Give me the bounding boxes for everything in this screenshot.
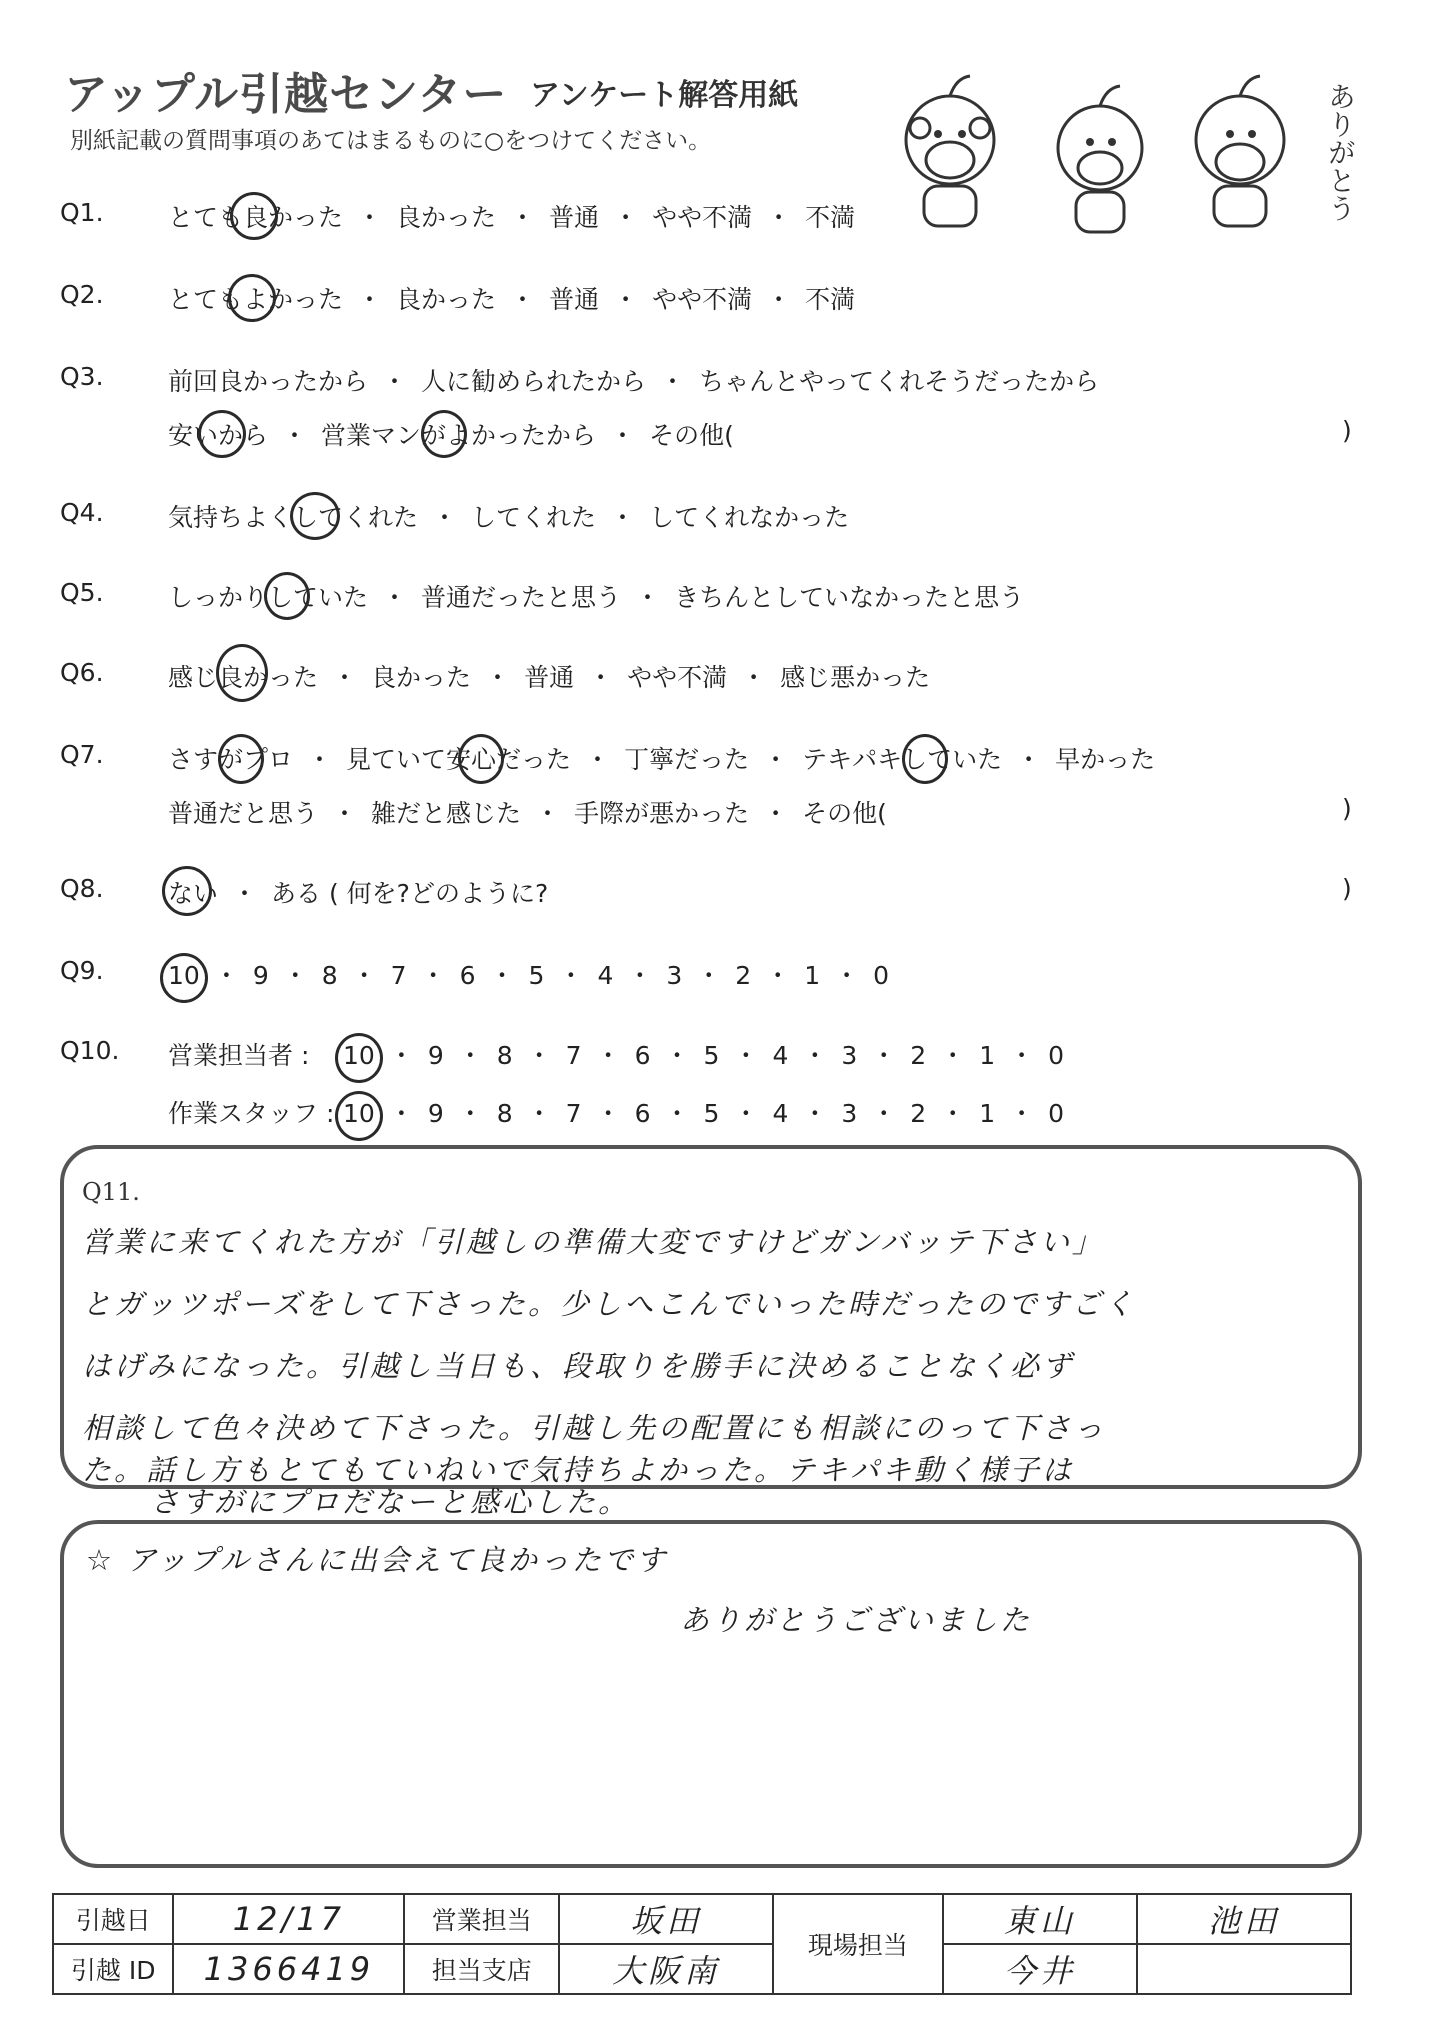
option[interactable]: してくれた	[471, 503, 597, 532]
scale-separator: ・	[664, 1099, 690, 1128]
rating-scale	[343, 1041, 1064, 1070]
site-staff-2: 池田	[1137, 1894, 1351, 1944]
option[interactable]: 普通だと思う	[168, 799, 319, 828]
scale-separator: ・	[213, 961, 239, 990]
rating-option[interactable]: 8	[321, 961, 338, 990]
scale-separator: ・	[940, 1099, 966, 1128]
option[interactable]: 手際が悪かった	[574, 799, 750, 828]
option[interactable]: 普通だったと思う	[421, 583, 622, 612]
option-selected[interactable]: しっかりしていた	[168, 578, 368, 614]
site-label: 現場担当	[773, 1894, 943, 1994]
rating-option[interactable]: 1	[804, 961, 821, 990]
close-paren: )	[1342, 874, 1352, 903]
scale-separator: ・	[457, 1099, 483, 1128]
close-paren: )	[1342, 416, 1352, 445]
option[interactable]: 人に勧められたから	[421, 367, 647, 396]
question-number: Q8.	[60, 874, 104, 903]
option[interactable]: 良かった	[371, 663, 472, 692]
selection-circle	[335, 1033, 383, 1083]
option[interactable]: 普通	[549, 203, 600, 232]
rating-option-selected[interactable]: 10	[343, 1099, 375, 1128]
scale-separator: ・	[595, 1099, 621, 1128]
question-number: Q10.	[60, 1036, 120, 1065]
option[interactable]: 丁寧だった	[624, 745, 750, 774]
option[interactable]: やや不満	[652, 285, 753, 314]
scale-separator: ・	[388, 1099, 414, 1128]
move-id-value: 1366419	[173, 1944, 404, 1994]
option-selected[interactable]: 安いから	[168, 416, 268, 452]
rating-option[interactable]: 6	[459, 961, 476, 990]
instructions: 別紙記載の質問事項のあてはまるものに○をつけてください。	[70, 128, 712, 154]
option[interactable]: 普通	[524, 663, 575, 692]
option-selected[interactable]: 感じ良かった	[168, 658, 318, 694]
selection-circle	[335, 1091, 383, 1141]
scale-separator: ・	[489, 961, 515, 990]
handwritten-line: た。話し方もとてもていねいで気持ちよかった。テキパキ動く様子は	[82, 1453, 1075, 1487]
rating-option[interactable]: 8	[496, 1041, 513, 1070]
option-selected[interactable]: ない	[168, 874, 218, 910]
scale-separator: ・	[457, 1041, 483, 1070]
option[interactable]: 感じ悪かった	[780, 663, 931, 692]
rating-option-selected[interactable]: 10	[343, 1041, 375, 1070]
option[interactable]: 普通	[549, 285, 600, 314]
option[interactable]: 雑だと感じた	[371, 799, 522, 828]
question-number: Q6.	[60, 658, 104, 687]
branch-value: 大阪南	[559, 1944, 773, 1994]
handwritten-comment: ☆ アップルさんに出会えて良かったです	[86, 1543, 669, 1577]
rating-option[interactable]: 5	[703, 1041, 720, 1070]
rating-option[interactable]: 4	[772, 1099, 789, 1128]
scale-separator: ・	[420, 961, 446, 990]
scale-separator: ・	[733, 1099, 759, 1128]
scale-separator: ・	[526, 1099, 552, 1128]
rating-option[interactable]: 0	[1048, 1099, 1065, 1128]
option-selected[interactable]: さすがプロ	[168, 740, 293, 776]
rating-option[interactable]: 1	[979, 1099, 996, 1128]
scale-separator: ・	[871, 1099, 897, 1128]
rating-label-staff: 作業スタッフ :	[168, 1099, 335, 1128]
option-selected[interactable]: とても良かった	[168, 198, 343, 234]
handwritten-line: 営業に来てくれた方が「引越しの準備大変ですけどガンバッテ下さい」	[82, 1225, 1104, 1259]
sales-value: 坂田	[559, 1894, 773, 1944]
scale-separator: ・	[696, 961, 722, 990]
rating-option[interactable]: 6	[634, 1099, 651, 1128]
rating-option[interactable]: 2	[910, 1041, 927, 1070]
rating-option[interactable]: 3	[841, 1099, 858, 1128]
rating-option[interactable]: 5	[528, 961, 545, 990]
rating-option[interactable]: 7	[565, 1041, 582, 1070]
option-selected[interactable]: テキパキしていた	[802, 740, 1002, 776]
rating-option[interactable]: 5	[703, 1099, 720, 1128]
scale-separator: ・	[802, 1099, 828, 1128]
scale-separator: ・	[282, 961, 308, 990]
footer-info-table	[52, 1893, 1352, 1995]
question-number: Q7.	[60, 740, 104, 769]
scale-separator: ・	[871, 1041, 897, 1070]
rating-option[interactable]: 2	[735, 961, 752, 990]
rating-option-selected[interactable]: 10	[168, 961, 200, 990]
option[interactable]: やや不満	[627, 663, 728, 692]
rating-option[interactable]: 4	[597, 961, 614, 990]
handwritten-line: はげみになった。引越し当日も、段取りを勝手に決めることなく必ず	[82, 1349, 1075, 1383]
handwritten-line: とガッツポーズをして下さった。少しへこんでいった時だったのですごく	[82, 1287, 1136, 1321]
option[interactable]: やや不満	[652, 203, 753, 232]
option[interactable]: 不満	[805, 203, 856, 232]
option[interactable]: きちんとしていなかったと思う	[674, 583, 1025, 612]
scale-separator: ・	[1009, 1099, 1035, 1128]
close-paren: )	[1342, 794, 1352, 823]
rating-label-sales: 営業担当者 :	[168, 1041, 310, 1070]
scale-separator: ・	[627, 961, 653, 990]
scale-separator: ・	[595, 1041, 621, 1070]
rating-scale	[343, 1099, 1064, 1128]
rating-option[interactable]: 2	[910, 1099, 927, 1128]
q11-label: Q11.	[82, 1178, 140, 1206]
move-id-label: 引越 ID	[53, 1944, 173, 1994]
rating-option[interactable]: 6	[634, 1041, 651, 1070]
option-selected[interactable]: 見ていて安心だった	[346, 740, 571, 776]
scale-separator: ・	[388, 1041, 414, 1070]
site-staff-1: 東山	[943, 1894, 1137, 1944]
mascot-thanks-text: ありがとう	[1324, 82, 1357, 222]
scale-separator: ・	[526, 1041, 552, 1070]
scale-separator: ・	[765, 961, 791, 990]
rating-option[interactable]: 0	[873, 961, 890, 990]
monkey-mascots-illustration	[880, 68, 1320, 238]
question-number: Q2.	[60, 280, 104, 309]
site-staff-3: 今井	[943, 1944, 1137, 1994]
scale-separator: ・	[802, 1041, 828, 1070]
option[interactable]: 良かった	[396, 203, 497, 232]
question-number: Q1.	[60, 198, 104, 227]
company-title: アップル引越センター	[64, 69, 508, 120]
rating-option[interactable]: 1	[979, 1041, 996, 1070]
question-number: Q3.	[60, 362, 104, 391]
question-number: Q5.	[60, 578, 104, 607]
option-selected[interactable]: 気持ちよくしてくれた	[168, 498, 418, 534]
option[interactable]: してくれなかった	[649, 503, 850, 532]
rating-scale	[168, 956, 889, 992]
rating-option[interactable]: 3	[666, 961, 683, 990]
rating-option[interactable]: 9	[252, 961, 269, 990]
question-number: Q4.	[60, 498, 104, 527]
rating-option[interactable]: 8	[496, 1099, 513, 1128]
selection-circle	[160, 953, 208, 1003]
form-subtitle: アンケート解答用紙	[530, 78, 799, 113]
rating-option[interactable]: 7	[390, 961, 407, 990]
handwritten-line: さすがにプロだなーと感心した。	[150, 1485, 631, 1519]
scale-separator: ・	[351, 961, 377, 990]
branch-label: 担当支店	[404, 1944, 559, 1994]
question-number: Q9.	[60, 956, 104, 985]
scale-separator: ・	[664, 1041, 690, 1070]
option-selected[interactable]: とてもよかった	[168, 280, 343, 316]
scale-separator: ・	[558, 961, 584, 990]
move-date-label: 引越日	[53, 1894, 173, 1944]
option-selected[interactable]: 営業マンがよかったから	[321, 416, 596, 452]
option[interactable]: 良かった	[396, 285, 497, 314]
scale-separator: ・	[834, 961, 860, 990]
option-other[interactable]: その他(	[802, 799, 887, 828]
option[interactable]: 早かった	[1055, 745, 1156, 774]
handwritten-thanks: ありがとうございました	[680, 1603, 1033, 1637]
rating-option[interactable]: 9	[427, 1099, 444, 1128]
handwritten-line: 相談して色々決めて下さった。引越し先の配置にも相談にのって下さっ	[82, 1411, 1106, 1445]
rating-option[interactable]: 0	[1048, 1041, 1065, 1070]
rating-option[interactable]: 3	[841, 1041, 858, 1070]
rating-option[interactable]: 9	[427, 1041, 444, 1070]
move-date-value: 12/17	[173, 1894, 404, 1944]
site-staff-empty	[1137, 1944, 1351, 1994]
option[interactable]: ある ( 何を?どのように?	[271, 879, 549, 908]
option[interactable]: 不満	[805, 285, 856, 314]
option[interactable]: 前回良かったから	[168, 367, 369, 396]
option[interactable]: ちゃんとやってくれそうだったから	[699, 367, 1100, 396]
rating-option[interactable]: 7	[565, 1099, 582, 1128]
scale-separator: ・	[733, 1041, 759, 1070]
sales-label: 営業担当	[404, 1894, 559, 1944]
option-other[interactable]: その他(	[649, 421, 734, 450]
rating-option[interactable]: 4	[772, 1041, 789, 1070]
scale-separator: ・	[940, 1041, 966, 1070]
scale-separator: ・	[1009, 1041, 1035, 1070]
